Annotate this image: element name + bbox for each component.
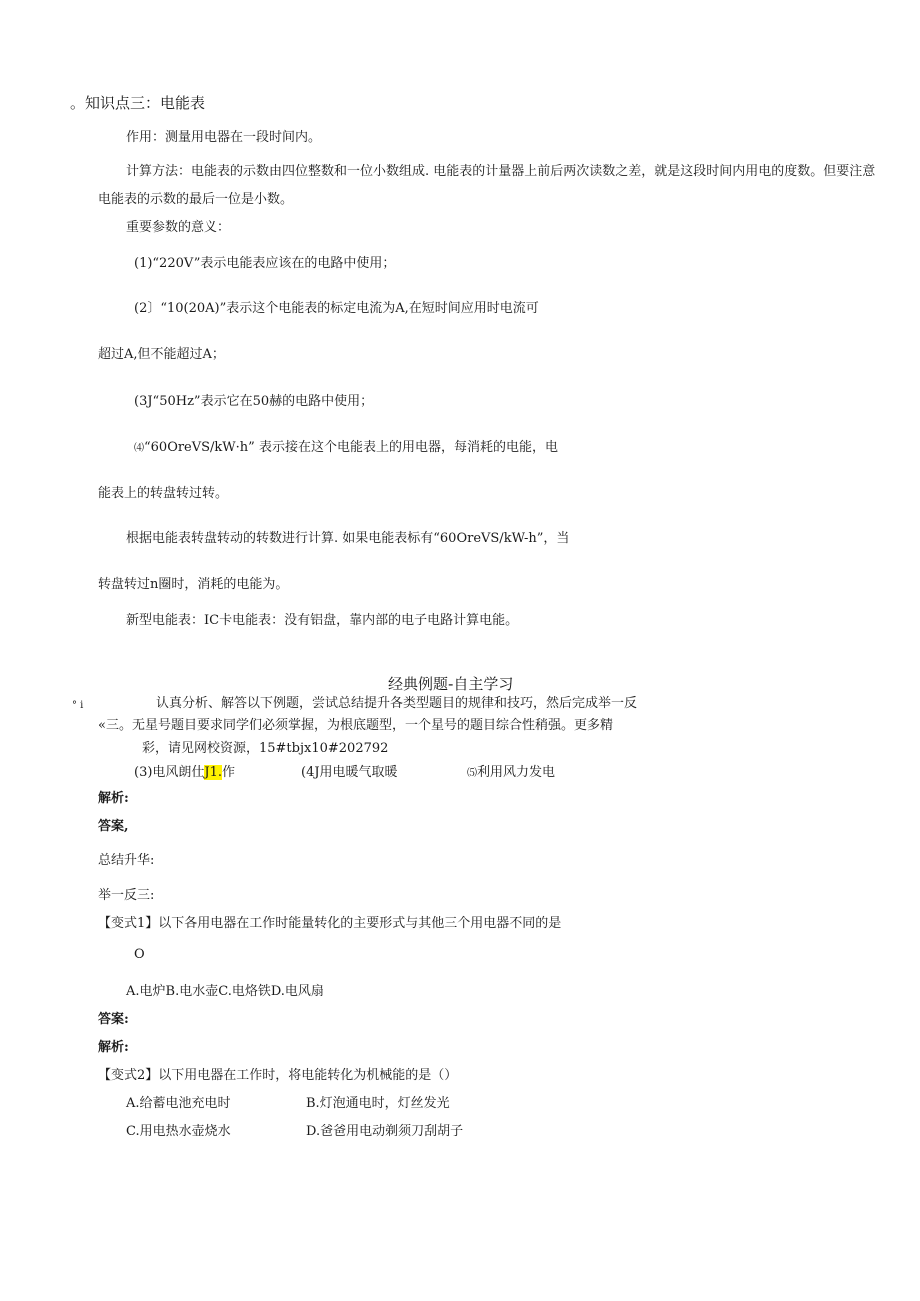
option-3-pre: (3)电风朗仕: [134, 765, 205, 780]
banner-intro-line1: 认真分析、解答以下例题，尝试总结提升各类型题目的规律和技巧，然后完成举一反: [156, 696, 638, 711]
practice-label: 举一反三:: [98, 888, 155, 903]
rotation-calc-line2: 转盘转过n圈时，消耗的电能为。: [98, 577, 289, 592]
analysis-label: 解析:: [98, 791, 129, 806]
params-title: 重要参数的意义：: [126, 220, 231, 235]
option-3-highlight: J1.: [204, 765, 223, 780]
variant1-stem: 【变式1】以下各用电器在工作时能量转化的主要形式与其他三个用电器不同的是: [98, 916, 562, 931]
param-4-number: ⑷: [134, 443, 144, 454]
section-title: 知识点三：电能表: [85, 94, 206, 112]
option-3-post: 作: [222, 765, 236, 780]
option-5-text: 利用风力发电: [477, 765, 556, 780]
variant2-choice-c: C.用电热水壶烧水: [126, 1124, 231, 1139]
param-3: (3J“50Hz”表示它在50赫的电路中使用；: [134, 394, 374, 409]
variant2-choice-a: A.给蓄电池充电时: [126, 1096, 231, 1111]
variant1-blank: O: [134, 947, 145, 962]
function-text: 作用：测量用电器在一段时间内。: [126, 130, 322, 145]
option-5: [467, 765, 555, 782]
rotation-calc-line1: 根据电能表转盘转动的转数进行计算. 如果电能表标有“60OreVS/kW-h”，当: [126, 531, 570, 546]
param-4-continued: 能表上的转盘转过转。: [98, 486, 229, 501]
option-5-number: ⑸: [467, 768, 477, 779]
calc-method-line1: 计算方法：电能表的示数由四位整数和一位小数组成. 电能表的计量器上前后两次读数之差，就是这段时间内用电的度数。但要注意: [126, 164, 876, 179]
param-1: (1)“220V”表示电能表应该在的电路中使用；: [134, 256, 396, 271]
variant2-choice-d: D.爸爸用电动剃须刀刮胡子: [306, 1124, 464, 1139]
variant2-choice-b: B.灯泡通电时，灯丝发光: [306, 1096, 450, 1111]
option-3: [134, 765, 235, 781]
variant2-stem: 【变式2】以下用电器在工作时，将电能转化为机械能的是（）: [98, 1068, 458, 1083]
option-4: (4J用电暖气取暖: [301, 765, 398, 780]
banner-title: 经典例题-自主学习: [388, 675, 514, 693]
variant1-choices: A.电炉B.电水壶C.电烙铁D.电风扇: [126, 984, 324, 999]
calc-method-line2: 电能表的示数的最后一位是小数。: [98, 192, 294, 207]
summary-label: 总结升华:: [98, 853, 155, 868]
variant1-answer-label: 答案:: [98, 1012, 129, 1027]
banner-marker: ° i: [72, 700, 84, 711]
param-4-text: “60OreVS/kW·h” 表示接在这个电能表上的用电器，每消耗的电能，电: [144, 440, 558, 455]
variant1-analysis-label: 解析:: [98, 1040, 129, 1055]
param-2-continued: 超过A,但不能超过A；: [98, 347, 225, 362]
banner-intro-line3: 彩，请见网校资源，15#tbjx10#202792: [142, 741, 389, 756]
param-2: (2〕“10(20A)”表示这个电能表的标定电流为A,在短时间应用时电流可: [134, 301, 539, 316]
answer-label: 答案,: [98, 819, 129, 834]
param-4: [134, 440, 558, 457]
section-bullet: 。: [70, 94, 86, 112]
banner-intro-line2: «三。无星号题目要求同学们必须掌握，为根底题型，一个星号的题目综合性稍强。更多精: [98, 718, 613, 733]
new-meter-text: 新型电能表：IC卡电能表：没有铝盘，靠内部的电子电路计算电能。: [126, 613, 519, 628]
section-heading: [70, 94, 205, 112]
